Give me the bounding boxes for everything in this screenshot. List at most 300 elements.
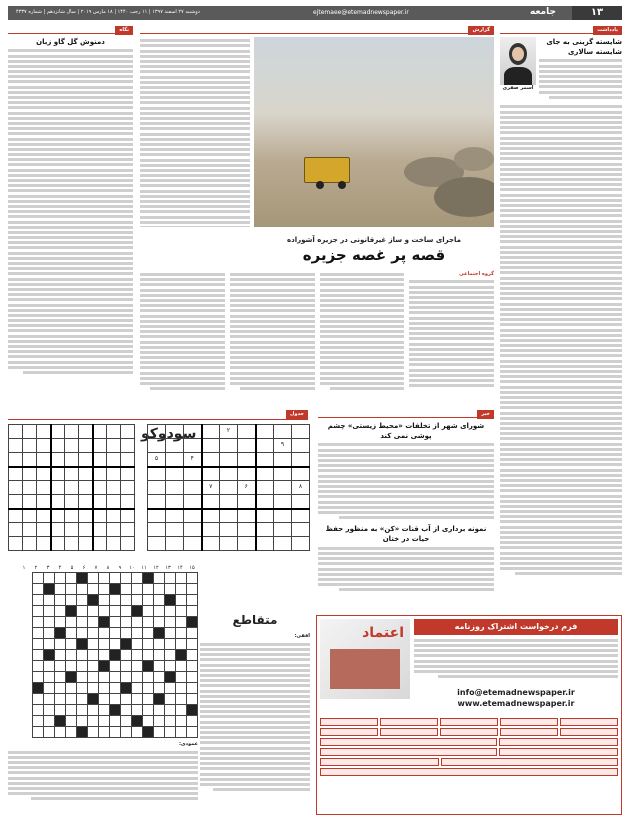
crossword-cell[interactable] [110,727,121,738]
crossword-cell[interactable] [55,661,66,672]
sudoku-cell[interactable] [65,495,79,509]
crossword-cell[interactable] [88,661,99,672]
crossword-cell[interactable] [143,683,154,694]
crossword-cell[interactable] [33,573,44,584]
crossword-cell[interactable] [99,727,110,738]
crossword-cell[interactable] [176,639,187,650]
crossword-cell[interactable] [121,661,132,672]
crossword-cell[interactable] [176,584,187,595]
crossword-cell[interactable] [165,595,176,606]
sudoku-cell[interactable] [220,439,238,453]
sudoku-cell[interactable] [256,425,274,439]
crossword-cell[interactable] [33,705,44,716]
crossword-cell[interactable] [99,584,110,595]
crossword-cell[interactable] [165,628,176,639]
sudoku-cell[interactable] [220,509,238,523]
sudoku-cell[interactable] [107,453,121,467]
crossword-cell[interactable] [66,705,77,716]
crossword-cell[interactable] [110,628,121,639]
sudoku-cell[interactable] [238,509,256,523]
sudoku-cell[interactable] [274,509,292,523]
sudoku-cell[interactable] [51,523,65,537]
crossword-cell[interactable] [154,595,165,606]
crossword-cell[interactable] [154,628,165,639]
crossword-cell[interactable] [88,672,99,683]
crossword-cell[interactable] [121,573,132,584]
sudoku-cell[interactable] [23,425,37,439]
crossword-cell[interactable] [110,661,121,672]
crossword-cell[interactable] [121,650,132,661]
sudoku-cell[interactable]: ۴ [184,453,202,467]
sudoku-cell[interactable] [23,439,37,453]
crossword-cell[interactable] [77,694,88,705]
crossword-cell[interactable] [176,650,187,661]
crossword-cell[interactable] [176,606,187,617]
sudoku-cell[interactable] [9,495,23,509]
crossword-cell[interactable] [99,606,110,617]
sudoku-cell[interactable] [121,495,135,509]
sudoku-cell[interactable] [274,523,292,537]
crossword-cell[interactable] [187,628,198,639]
crossword-cell[interactable] [110,595,121,606]
crossword-cell[interactable] [66,595,77,606]
sudoku-cell[interactable] [93,537,107,551]
sudoku-cell[interactable]: ۵ [148,453,166,467]
crossword-cell[interactable] [77,716,88,727]
crossword-cell[interactable] [77,595,88,606]
crossword-cell[interactable] [88,584,99,595]
sudoku-cell[interactable] [148,523,166,537]
sudoku-cell[interactable]: ۲ [220,425,238,439]
crossword-cell[interactable] [143,639,154,650]
crossword-cell[interactable] [99,639,110,650]
sudoku-cell[interactable] [9,439,23,453]
sudoku-cell[interactable] [166,509,184,523]
crossword-cell[interactable] [143,584,154,595]
crossword-cell[interactable] [88,683,99,694]
crossword-cell[interactable] [187,595,198,606]
sudoku-cell[interactable] [79,495,93,509]
crossword-cell[interactable] [88,628,99,639]
crossword-cell[interactable] [66,639,77,650]
crossword-cell[interactable] [88,705,99,716]
sudoku-cell[interactable] [184,537,202,551]
crossword-cell[interactable] [154,661,165,672]
sudoku-cell[interactable] [23,453,37,467]
sudoku-cell[interactable] [256,453,274,467]
sudoku-cell[interactable] [292,467,310,481]
crossword-cell[interactable] [132,683,143,694]
crossword-cell[interactable] [99,705,110,716]
crossword-cell[interactable] [154,694,165,705]
crossword-cell[interactable] [88,716,99,727]
crossword-cell[interactable] [99,573,110,584]
sudoku-cell[interactable] [23,481,37,495]
crossword-cell[interactable] [99,694,110,705]
sudoku-cell[interactable] [9,425,23,439]
crossword-cell[interactable] [33,683,44,694]
sudoku-cell[interactable] [23,495,37,509]
crossword-cell[interactable] [176,705,187,716]
crossword-cell[interactable] [132,650,143,661]
sudoku-cell[interactable] [238,523,256,537]
crossword-cell[interactable] [66,694,77,705]
sudoku-cell[interactable] [51,537,65,551]
sudoku-cell[interactable] [79,537,93,551]
sudoku-cell[interactable] [238,467,256,481]
crossword-cell[interactable] [165,727,176,738]
crossword-cell[interactable] [77,617,88,628]
crossword-cell[interactable] [110,573,121,584]
crossword-cell[interactable] [143,650,154,661]
sudoku-cell[interactable] [184,467,202,481]
sudoku-cell[interactable]: ۹ [274,439,292,453]
crossword-cell[interactable] [121,639,132,650]
sudoku-cell[interactable] [23,537,37,551]
crossword-cell[interactable] [132,694,143,705]
sudoku-cell[interactable] [79,523,93,537]
crossword-cell[interactable] [121,705,132,716]
crossword-cell[interactable] [132,661,143,672]
crossword-cell[interactable] [44,683,55,694]
crossword-cell[interactable] [165,661,176,672]
sudoku-cell[interactable] [238,495,256,509]
crossword-cell[interactable] [154,617,165,628]
crossword-cell[interactable] [33,617,44,628]
crossword-cell[interactable] [143,727,154,738]
crossword-cell[interactable] [132,672,143,683]
sudoku-cell[interactable] [107,523,121,537]
sudoku-cell[interactable] [202,523,220,537]
crossword-cell[interactable] [44,672,55,683]
sudoku-cell[interactable] [9,481,23,495]
crossword-cell[interactable] [55,672,66,683]
crossword-cell[interactable] [121,727,132,738]
crossword-cell[interactable] [187,661,198,672]
sudoku-cell[interactable] [79,481,93,495]
crossword-cell[interactable] [154,727,165,738]
crossword-cell[interactable] [176,595,187,606]
crossword-cell[interactable] [110,650,121,661]
sudoku-cell[interactable] [23,523,37,537]
sudoku-cell[interactable] [51,425,65,439]
sudoku-cell[interactable] [220,467,238,481]
crossword-cell[interactable] [154,705,165,716]
crossword-cell[interactable] [44,628,55,639]
sudoku-cell[interactable] [148,509,166,523]
crossword-cell[interactable] [77,705,88,716]
crossword-cell[interactable] [110,639,121,650]
crossword-cell[interactable] [33,650,44,661]
sudoku-cell[interactable] [37,439,51,453]
crossword-cell[interactable] [33,727,44,738]
crossword-cell[interactable] [132,584,143,595]
sudoku-cell[interactable] [51,453,65,467]
crossword-cell[interactable] [165,683,176,694]
crossword-cell[interactable] [33,716,44,727]
crossword-cell[interactable] [77,639,88,650]
crossword-cell[interactable] [55,584,66,595]
sudoku-cell[interactable] [79,453,93,467]
crossword-cell[interactable] [110,683,121,694]
sudoku-cell[interactable] [202,425,220,439]
crossword-cell[interactable] [55,694,66,705]
crossword-cell[interactable] [176,628,187,639]
crossword-cell[interactable] [110,617,121,628]
sudoku-cell[interactable] [23,509,37,523]
crossword-cell[interactable] [88,595,99,606]
crossword-cell[interactable] [176,683,187,694]
crossword-cell[interactable] [132,705,143,716]
crossword-cell[interactable] [165,672,176,683]
crossword-cell[interactable] [77,584,88,595]
sudoku-grid-middle[interactable] [147,424,310,551]
sudoku-cell[interactable] [166,537,184,551]
sudoku-cell[interactable] [107,425,121,439]
crossword-cell[interactable] [33,628,44,639]
sudoku-cell[interactable] [238,439,256,453]
sudoku-cell[interactable] [256,481,274,495]
crossword-cell[interactable] [176,694,187,705]
sudoku-cell[interactable] [274,467,292,481]
sudoku-cell[interactable] [166,467,184,481]
sudoku-cell[interactable] [292,495,310,509]
subscription-site[interactable]: www.etemadnewspaper.ir [457,699,575,709]
sudoku-cell[interactable] [65,509,79,523]
sudoku-cell[interactable] [121,425,135,439]
subscription-email[interactable]: info@etemadnewspaper.ir [457,687,575,697]
crossword-cell[interactable] [33,661,44,672]
sudoku-cell[interactable] [37,425,51,439]
crossword-cell[interactable] [66,628,77,639]
sudoku-cell[interactable] [37,453,51,467]
crossword-cell[interactable] [143,628,154,639]
crossword-cell[interactable] [77,727,88,738]
sudoku-cell[interactable] [166,439,184,453]
sudoku-cell[interactable] [65,523,79,537]
crossword-cell[interactable] [55,639,66,650]
sudoku-cell[interactable] [256,523,274,537]
crossword-cell[interactable] [77,573,88,584]
crossword-cell[interactable] [187,705,198,716]
sudoku-cell[interactable] [184,425,202,439]
crossword-cell[interactable] [110,672,121,683]
crossword-cell[interactable] [165,716,176,727]
crossword-cell[interactable] [44,584,55,595]
crossword-cell[interactable] [132,595,143,606]
crossword-cell[interactable] [154,683,165,694]
crossword-cell[interactable] [44,606,55,617]
sudoku-cell[interactable] [51,467,65,481]
crossword-cell[interactable] [121,606,132,617]
crossword-cell[interactable] [44,617,55,628]
crossword-cell[interactable] [55,705,66,716]
sudoku-cell[interactable] [292,453,310,467]
sudoku-cell[interactable] [79,439,93,453]
sudoku-cell[interactable] [65,481,79,495]
crossword-cell[interactable] [99,628,110,639]
crossword-cell[interactable] [55,683,66,694]
sudoku-cell[interactable] [37,509,51,523]
sudoku-cell[interactable] [121,481,135,495]
sudoku-cell[interactable]: ۷ [202,481,220,495]
sudoku-cell[interactable] [256,537,274,551]
sudoku-grid-left[interactable] [8,424,135,551]
crossword-cell[interactable] [143,672,154,683]
crossword-cell[interactable] [66,661,77,672]
crossword-cell[interactable] [121,694,132,705]
sudoku-cell[interactable] [148,481,166,495]
crossword-cell[interactable] [187,694,198,705]
crossword-cell[interactable] [44,716,55,727]
crossword-cell[interactable] [143,573,154,584]
crossword-cell[interactable] [66,716,77,727]
crossword-cell[interactable] [110,584,121,595]
sudoku-cell[interactable] [256,495,274,509]
crossword-cell[interactable] [77,672,88,683]
crossword-cell[interactable] [33,606,44,617]
crossword-cell[interactable] [176,727,187,738]
sudoku-cell[interactable] [202,453,220,467]
crossword-cell[interactable] [154,584,165,595]
crossword-cell[interactable] [88,639,99,650]
crossword-cell[interactable] [143,716,154,727]
sudoku-cell[interactable] [107,439,121,453]
sudoku-cell[interactable] [37,537,51,551]
crossword-cell[interactable] [176,617,187,628]
sudoku-cell[interactable] [37,523,51,537]
crossword-cell[interactable] [165,650,176,661]
sudoku-cell[interactable] [202,467,220,481]
crossword-cell[interactable] [121,683,132,694]
crossword-cell[interactable] [66,573,77,584]
crossword-cell[interactable] [132,716,143,727]
sudoku-cell[interactable] [37,481,51,495]
crossword-cell[interactable] [55,573,66,584]
crossword-cell[interactable] [77,628,88,639]
sudoku-cell[interactable] [148,439,166,453]
sudoku-cell[interactable] [184,509,202,523]
crossword-cell[interactable] [165,639,176,650]
sudoku-cell[interactable] [148,425,166,439]
sudoku-cell[interactable] [107,495,121,509]
crossword-cell[interactable] [132,573,143,584]
sudoku-cell[interactable] [65,467,79,481]
crossword-cell[interactable] [44,595,55,606]
sudoku-cell[interactable] [256,467,274,481]
crossword-cell[interactable] [99,672,110,683]
sudoku-cell[interactable] [121,509,135,523]
crossword-cell[interactable] [88,617,99,628]
crossword-cell[interactable] [77,661,88,672]
crossword-cell[interactable] [44,705,55,716]
crossword-cell[interactable] [99,661,110,672]
crossword-cell[interactable] [154,716,165,727]
crossword-cell[interactable] [165,694,176,705]
crossword-cell[interactable] [99,595,110,606]
sudoku-cell[interactable] [121,439,135,453]
crossword-cell[interactable] [121,584,132,595]
crossword-cell[interactable] [77,650,88,661]
sudoku-cell[interactable] [148,467,166,481]
sudoku-cell[interactable] [51,509,65,523]
crossword-cell[interactable] [154,606,165,617]
sudoku-cell[interactable] [220,495,238,509]
sudoku-cell[interactable] [256,509,274,523]
crossword-cell[interactable] [165,606,176,617]
sudoku-cell[interactable] [107,537,121,551]
sudoku-cell[interactable] [121,537,135,551]
sudoku-cell[interactable] [93,495,107,509]
crossword-cell[interactable] [187,584,198,595]
crossword-cell[interactable] [132,628,143,639]
sudoku-cell[interactable] [107,467,121,481]
crossword-cell[interactable] [132,606,143,617]
crossword-cell[interactable] [88,694,99,705]
crossword-cell[interactable] [143,606,154,617]
crossword-cell[interactable] [121,595,132,606]
sudoku-cell[interactable] [79,425,93,439]
sudoku-cell[interactable] [79,509,93,523]
crossword-cell[interactable] [88,573,99,584]
sudoku-cell[interactable] [107,509,121,523]
sudoku-cell[interactable] [202,439,220,453]
crossword-cell[interactable] [66,617,77,628]
sudoku-cell[interactable]: ۸ [292,481,310,495]
section-email[interactable]: ejtemaee@etemadnewspaper.ir [313,8,409,16]
sudoku-cell[interactable] [166,481,184,495]
crossword-cell[interactable] [154,650,165,661]
sudoku-cell[interactable] [37,495,51,509]
crossword-cell[interactable] [66,672,77,683]
crossword-cell[interactable] [33,639,44,650]
crossword-cell[interactable] [66,650,77,661]
sudoku-cell[interactable] [93,425,107,439]
sudoku-cell[interactable] [93,509,107,523]
crossword-cell[interactable] [44,573,55,584]
crossword-cell[interactable] [110,705,121,716]
crossword-cell[interactable] [187,650,198,661]
sudoku-cell[interactable]: ۶ [238,481,256,495]
crossword-cell[interactable] [154,639,165,650]
sudoku-cell[interactable] [292,509,310,523]
crossword-cell[interactable] [44,694,55,705]
sudoku-cell[interactable] [93,467,107,481]
sudoku-cell[interactable] [9,467,23,481]
sudoku-cell[interactable] [93,453,107,467]
sudoku-cell[interactable] [51,495,65,509]
crossword-cell[interactable] [187,683,198,694]
sudoku-cell[interactable] [121,467,135,481]
sudoku-cell[interactable] [184,439,202,453]
sudoku-cell[interactable] [292,439,310,453]
sudoku-cell[interactable] [184,481,202,495]
sudoku-cell[interactable] [121,523,135,537]
sudoku-cell[interactable] [107,481,121,495]
crossword-cell[interactable] [176,661,187,672]
sudoku-cell[interactable] [166,495,184,509]
sudoku-cell[interactable] [274,495,292,509]
sudoku-cell[interactable] [166,453,184,467]
crossword-cell[interactable] [110,606,121,617]
crossword-cell[interactable] [187,639,198,650]
sudoku-cell[interactable] [202,537,220,551]
crossword-cell[interactable] [55,595,66,606]
sudoku-cell[interactable] [93,481,107,495]
crossword-cell[interactable] [55,650,66,661]
crossword-cell[interactable] [154,573,165,584]
sudoku-cell[interactable] [238,453,256,467]
